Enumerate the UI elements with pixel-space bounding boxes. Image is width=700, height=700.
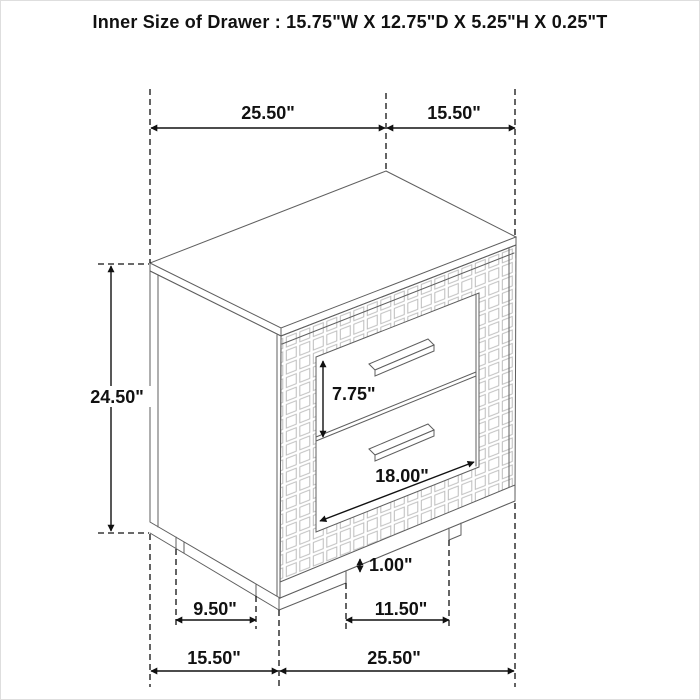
drawer-width-label: 18.00" [375,466,429,486]
drawer-height-label: 7.75" [332,384,376,404]
overall-height-label: 24.50" [90,387,144,407]
bottom-width-label: 25.50" [367,648,421,668]
front-leg-spacing-label: 11.50" [374,599,428,619]
nightstand-line-drawing [1,1,700,700]
base-height-label: 1.00" [369,555,413,575]
left-leg-spacing-label: 9.50" [193,599,237,619]
bottom-depth-label: 15.50" [187,648,241,668]
nightstand-left-panel [150,271,281,610]
top-width-label: 25.50" [241,103,295,123]
diagram-title: Inner Size of Drawer : 15.75"W X 12.75"D X 5.25"H X 0.25"T [92,12,608,32]
top-depth-label: 15.50" [427,103,481,123]
